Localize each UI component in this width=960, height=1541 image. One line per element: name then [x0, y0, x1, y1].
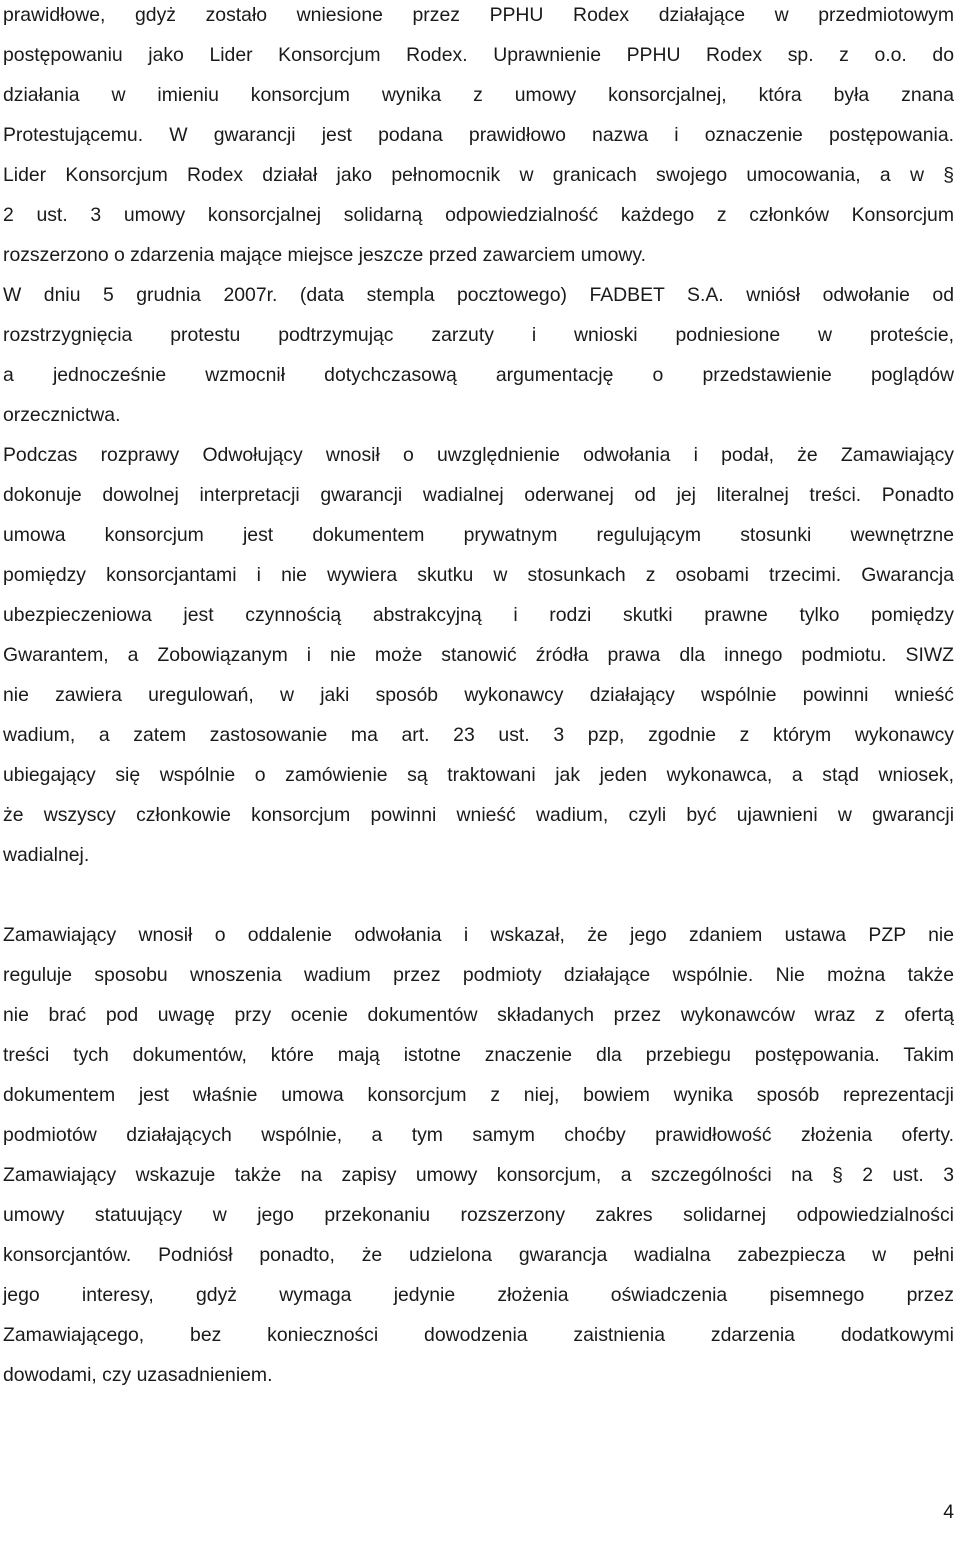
- text-line: wadialnej.: [3, 844, 90, 866]
- text-line: a jednocześnie wzmocnił dotychczasową argumentację o przedstawienie poglądów: [3, 364, 954, 386]
- text-line: postępowaniu jako Lider Konsorcjum Rodex. Uprawnienie PPHU Rodex sp. z o.o. do: [3, 44, 954, 66]
- text-line: jego interesy, gdyż wymaga jedynie złożenia oświadczenia pisemnego przez: [3, 1284, 954, 1306]
- text-line: nie zawiera uregulowań, w jaki sposób wykonawcy działający wspólnie powinni wnieść: [3, 684, 954, 706]
- text-line: umowa konsorcjum jest dokumentem prywatnym regulującym stosunki wewnętrzne: [3, 524, 954, 546]
- text-line: Zamawiający wskazuje także na zapisy umowy konsorcjum, a szczególności na § 2 ust. 3: [3, 1164, 954, 1186]
- text-line: podmiotów działających wspólnie, a tym samym choćby prawidłowość złożenia oferty.: [3, 1124, 954, 1146]
- text-line: ubezpieczeniowa jest czynnością abstrakcyjną i rodzi skutki prawne tylko pomiędzy: [3, 604, 954, 626]
- text-line: Lider Konsorcjum Rodex działał jako pełnomocnik w granicach swojego umocowania, a w §: [3, 164, 954, 186]
- text-line: dowodami, czy uzasadnieniem.: [3, 1364, 273, 1386]
- text-line: orzecznictwa.: [3, 404, 121, 426]
- text-line: wadium, a zatem zastosowanie ma art. 23 ust. 3 pzp, zgodnie z którym wykonawcy: [3, 724, 954, 746]
- text-line: W dniu 5 grudnia 2007r. (data stempla pocztowego) FADBET S.A. wniósł odwołanie od: [3, 284, 954, 306]
- text-line: Zamawiający wnosił o oddalenie odwołania i wskazał, że jego zdaniem ustawa PZP nie: [3, 924, 954, 946]
- text-line: rozszerzono o zdarzenia mające miejsce jeszcze przed zawarciem umowy.: [3, 244, 647, 266]
- text-line: dokonuje dowolnej interpretacji gwarancji wadialnej oderwanej od jej literalnej treści. Ponadto: [3, 484, 954, 506]
- text-line: konsorcjantów. Podniósł ponadto, że udzielona gwarancja wadialna zabezpiecza w pełni: [3, 1244, 954, 1266]
- page-number: 4: [943, 1501, 954, 1523]
- text-line: działania w imieniu konsorcjum wynika z umowy konsorcjalnej, która była znana: [3, 84, 954, 106]
- text-line: 2 ust. 3 umowy konsorcjalnej solidarną odpowiedzialność każdego z członków Konsorcjum: [3, 204, 954, 226]
- text-line: pomiędzy konsorcjantami i nie wywiera skutku w stosunkach z osobami trzecimi. Gwarancja: [3, 564, 954, 586]
- text-line: nie brać pod uwagę przy ocenie dokumentów składanych przez wykonawców wraz z ofertą: [3, 1004, 954, 1026]
- text-line: dokumentem jest właśnie umowa konsorcjum z niej, bowiem wynika sposób reprezentacji: [3, 1084, 954, 1106]
- text-line: prawidłowe, gdyż zostało wniesione przez PPHU Rodex działające w przedmiotowym: [3, 4, 954, 26]
- text-line: ubiegający się wspólnie o zamówienie są traktowani jak jeden wykonawca, a stąd wniosek,: [3, 764, 954, 786]
- text-line: treści tych dokumentów, które mają istotne znaczenie dla przebiegu postępowania. Takim: [3, 1044, 954, 1066]
- text-line: reguluje sposobu wnoszenia wadium przez podmioty działające wspólnie. Nie można także: [3, 964, 954, 986]
- text-line: Zamawiającego, bez konieczności dowodzenia zaistnienia zdarzenia dodatkowymi: [3, 1324, 954, 1346]
- text-line: że wszyscy członkowie konsorcjum powinni wnieść wadium, czyli być ujawnieni w gwarancji: [3, 804, 954, 826]
- text-line: Protestującemu. W gwarancji jest podana prawidłowo nazwa i oznaczenie postępowania.: [3, 124, 954, 146]
- text-line: Gwarantem, a Zobowiązanym i nie może stanowić źródła prawa dla innego podmiotu. SIWZ: [3, 644, 954, 666]
- text-line: umowy statuujący w jego przekonaniu rozszerzony zakres solidarnej odpowiedzialności: [3, 1204, 954, 1226]
- text-line: Podczas rozprawy Odwołujący wnosił o uwzględnienie odwołania i podał, że Zamawiający: [3, 444, 954, 466]
- text-line: rozstrzygnięcia protestu podtrzymując zarzuty i wnioski podniesione w proteście,: [3, 324, 954, 346]
